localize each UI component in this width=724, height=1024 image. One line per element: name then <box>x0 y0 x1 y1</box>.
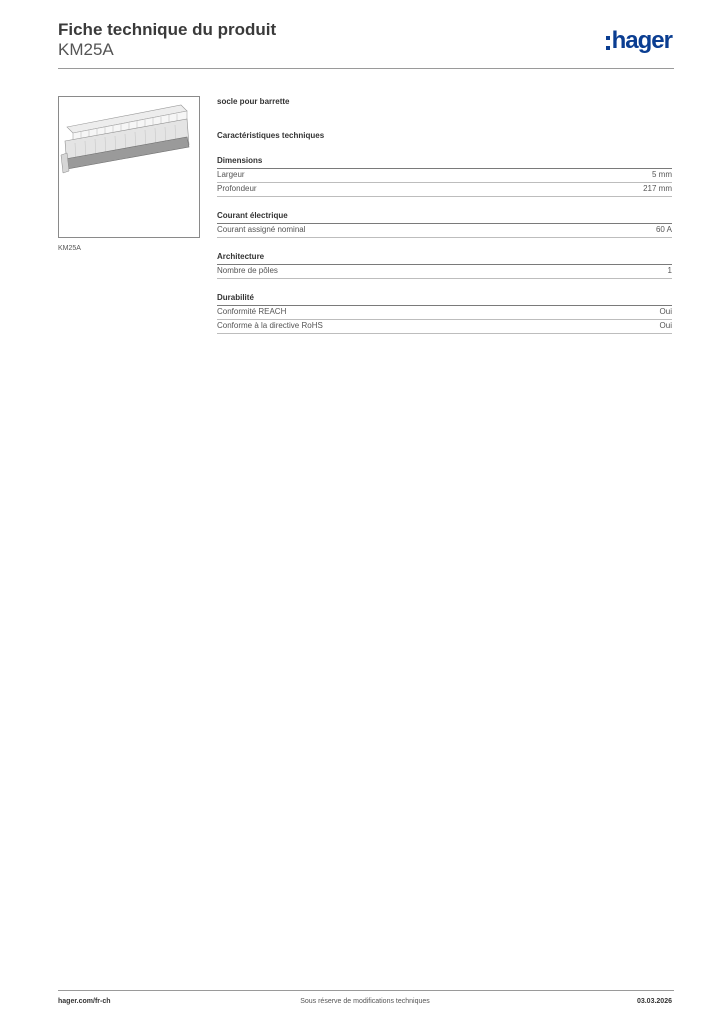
section-architecture <box>217 251 672 279</box>
hager-logo <box>606 27 672 55</box>
spec-row <box>217 183 672 197</box>
section-title: Dimensions <box>217 155 672 169</box>
spec-row <box>217 265 672 279</box>
spec-row <box>217 306 672 320</box>
image-caption: KM25A <box>58 245 81 252</box>
logo-colon-icon <box>606 36 610 50</box>
spec-value: 217 mm <box>643 184 672 193</box>
spec-label: Profondeur <box>217 184 257 193</box>
product-code: KM25A <box>58 40 114 59</box>
product-image <box>58 96 200 238</box>
spec-value: 5 mm <box>652 170 672 179</box>
logo-text: hager <box>611 27 672 54</box>
spec-label: Conforme à la directive RoHS <box>217 321 323 330</box>
footer-divider <box>58 990 674 991</box>
section-durability <box>217 292 672 334</box>
spec-value: 60 A <box>655 225 672 234</box>
header-divider <box>58 68 674 69</box>
spec-label: Nombre de pôles <box>217 266 278 275</box>
footer-disclaimer: Sous réserve de modifications techniques <box>300 998 430 1005</box>
spec-label: Conformité REACH <box>217 307 287 316</box>
product-content <box>217 96 672 334</box>
spec-row <box>217 320 672 334</box>
page-footer <box>58 998 672 1010</box>
footer-date: 03.03.2026 <box>636 998 672 1005</box>
spec-row <box>217 224 672 238</box>
section-dimensions <box>217 155 672 197</box>
section-title: Courant électrique <box>217 210 672 224</box>
spec-value: Oui <box>659 307 672 316</box>
spec-label: Courant assigné nominal <box>217 225 306 234</box>
page-header <box>58 20 674 68</box>
footer-website-link[interactable]: hager.com/fr-ch <box>58 998 111 1005</box>
product-description: socle pour barrette <box>217 97 290 106</box>
section-electrical-current <box>217 210 672 238</box>
section-title: Durabilité <box>217 292 672 306</box>
section-title: Architecture <box>217 251 672 265</box>
busbar-base-illustration <box>59 97 199 237</box>
spec-value: Oui <box>659 321 672 330</box>
tech-characteristics-title: Caractéristiques techniques <box>217 131 325 140</box>
spec-value: 1 <box>667 266 672 275</box>
spec-label: Largeur <box>217 170 245 179</box>
page-title: Fiche technique du produit <box>58 20 277 39</box>
spec-row <box>217 169 672 183</box>
